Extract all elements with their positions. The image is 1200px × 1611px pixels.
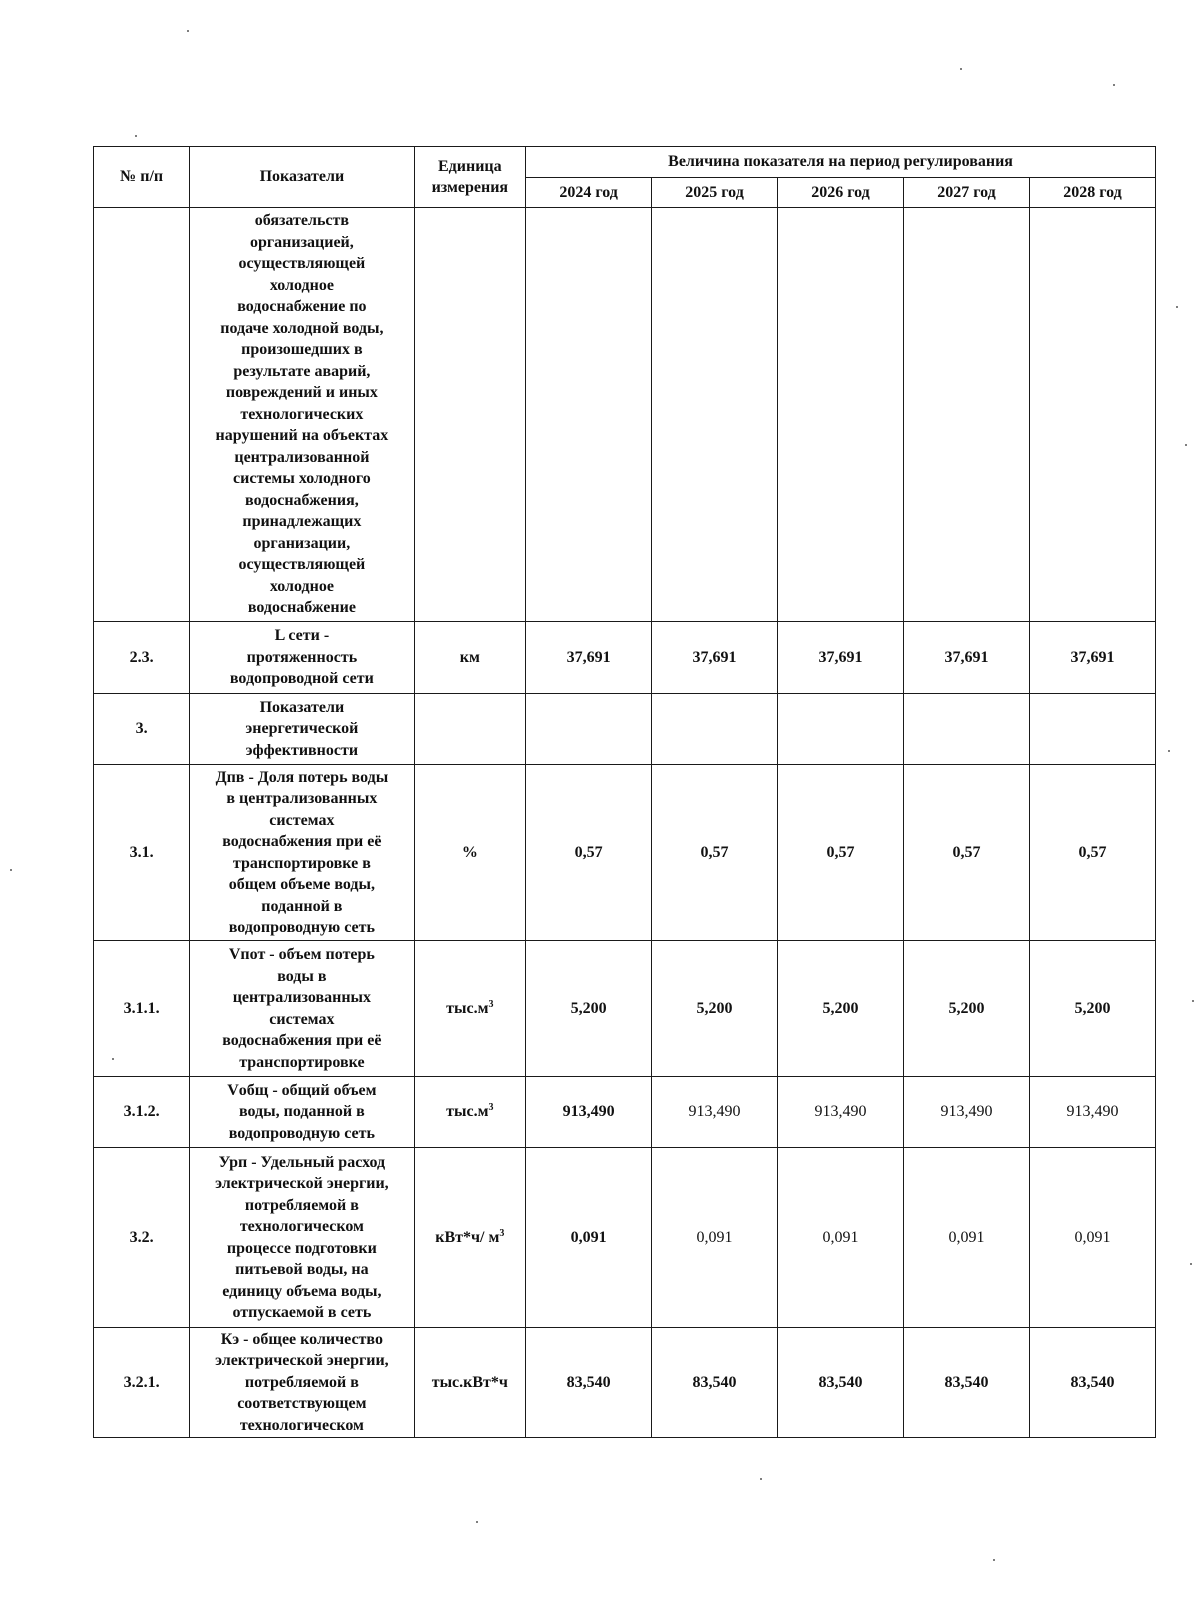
scan-speck <box>1192 1000 1194 1002</box>
value-cell: 5,200 <box>526 941 652 1077</box>
row-number: 2.3. <box>94 622 190 694</box>
row-number: 3.2.1. <box>94 1328 190 1438</box>
header-year: 2028 год <box>1029 178 1155 208</box>
indicator-name: L сети - протяженность водопроводной сети <box>190 622 414 694</box>
value-cell: 37,691 <box>526 622 652 694</box>
value-cell: 913,490 <box>652 1077 778 1148</box>
indicator-name: Кэ - общее количество электрической энергии, потребляемой в соответствующем технологическом <box>190 1328 414 1438</box>
value-cell <box>652 694 778 765</box>
value-cell: 0,091 <box>778 1148 904 1328</box>
unit-cell <box>414 208 526 622</box>
header-row-top <box>94 147 1156 178</box>
value-cell: 913,490 <box>903 1077 1029 1148</box>
table-row <box>94 1148 1156 1328</box>
table-row <box>94 208 1156 622</box>
scan-speck <box>187 30 189 32</box>
unit-cell <box>414 941 526 1077</box>
value-cell: 83,540 <box>526 1328 652 1438</box>
value-cell: 37,691 <box>1029 622 1155 694</box>
value-cell: 0,57 <box>652 765 778 941</box>
unit-text: км <box>459 648 480 666</box>
row-number: 3.1. <box>94 765 190 941</box>
value-cell: 0,091 <box>526 1148 652 1328</box>
scan-speck <box>10 869 12 871</box>
indicators-table <box>93 146 1156 1438</box>
value-cell: 0,57 <box>903 765 1029 941</box>
indicator-name: обязательств организацией, осуществляющей холодное водоснабжение по подаче холодной воды, произошедших в результате аварий, повреждений и иных технологических нарушений на объектах централизованной системы холодного водоснабжения, принадлежащих организации, осуществляющей холодное водоснабжение <box>190 208 414 622</box>
row-number: 3.2. <box>94 1148 190 1328</box>
unit-text: % <box>461 843 478 861</box>
value-cell <box>526 208 652 622</box>
value-cell <box>778 694 904 765</box>
value-cell: 5,200 <box>903 941 1029 1077</box>
value-cell: 0,091 <box>1029 1148 1155 1328</box>
indicator-name: Vобщ - общий объем воды, поданной в водопроводную сеть <box>190 1077 414 1148</box>
value-cell <box>903 694 1029 765</box>
row-number: 3. <box>94 694 190 765</box>
scan-speck <box>1176 306 1178 308</box>
value-cell: 0,57 <box>778 765 904 941</box>
value-cell: 83,540 <box>778 1328 904 1438</box>
value-cell: 83,540 <box>1029 1328 1155 1438</box>
scan-speck <box>1168 750 1170 752</box>
unit-cell <box>414 1328 526 1438</box>
scan-speck <box>1113 84 1115 86</box>
value-cell <box>1029 694 1155 765</box>
value-cell: 5,200 <box>1029 941 1155 1077</box>
unit-cell <box>414 1148 526 1328</box>
unit-text: кВт*ч/ м <box>435 1228 500 1246</box>
scan-speck <box>993 1559 995 1561</box>
value-cell: 0,091 <box>652 1148 778 1328</box>
value-cell <box>903 208 1029 622</box>
scan-speck <box>1190 1263 1192 1265</box>
header-year: 2026 год <box>778 178 904 208</box>
header-year: 2024 год <box>526 178 652 208</box>
scan-speck <box>960 68 962 70</box>
header-period: Величина показателя на период регулирования <box>526 147 1156 178</box>
scan-speck <box>1185 444 1187 446</box>
value-cell: 913,490 <box>526 1077 652 1148</box>
unit-cell <box>414 765 526 941</box>
row-number <box>94 208 190 622</box>
header-indicator: Показатели <box>190 147 414 208</box>
header-year: 2025 год <box>652 178 778 208</box>
table-row <box>94 941 1156 1077</box>
unit-superscript: 3 <box>488 1102 494 1114</box>
table-row <box>94 1077 1156 1148</box>
unit-cell <box>414 694 526 765</box>
value-cell: 83,540 <box>652 1328 778 1438</box>
header-unit: Единица измерения <box>414 147 526 208</box>
unit-superscript: 3 <box>499 1227 505 1239</box>
scan-speck <box>135 135 137 137</box>
unit-cell <box>414 1077 526 1148</box>
table-row <box>94 694 1156 765</box>
unit-text: тыс.кВт*ч <box>431 1373 508 1391</box>
table-row <box>94 765 1156 941</box>
value-cell <box>526 694 652 765</box>
scan-speck <box>760 1478 762 1480</box>
unit-text: тыс.м <box>446 1103 489 1121</box>
value-cell: 5,200 <box>652 941 778 1077</box>
value-cell: 913,490 <box>778 1077 904 1148</box>
value-cell: 913,490 <box>1029 1077 1155 1148</box>
value-cell: 83,540 <box>903 1328 1029 1438</box>
value-cell <box>778 208 904 622</box>
row-number: 3.1.2. <box>94 1077 190 1148</box>
unit-text: тыс.м <box>446 999 489 1017</box>
value-cell <box>1029 208 1155 622</box>
unit-superscript: 3 <box>488 998 494 1010</box>
unit-cell <box>414 622 526 694</box>
value-cell: 5,200 <box>778 941 904 1077</box>
value-cell: 0,57 <box>526 765 652 941</box>
indicator-name: Показатели энергетической эффективности <box>190 694 414 765</box>
row-number: 3.1.1. <box>94 941 190 1077</box>
value-cell: 0,091 <box>903 1148 1029 1328</box>
value-cell <box>652 208 778 622</box>
value-cell: 37,691 <box>652 622 778 694</box>
indicator-name: Vпот - объем потерь воды в централизованных системах водоснабжения при её транспортировке <box>190 941 414 1077</box>
scan-speck <box>476 1521 478 1523</box>
indicator-name: Дпв - Доля потерь воды в централизованных системах водоснабжения при её транспортировке в общем объеме воды, поданной в водопроводную сеть <box>190 765 414 941</box>
header-year: 2027 год <box>903 178 1029 208</box>
table-row <box>94 622 1156 694</box>
value-cell: 37,691 <box>903 622 1029 694</box>
value-cell: 0,57 <box>1029 765 1155 941</box>
value-cell: 37,691 <box>778 622 904 694</box>
table-row <box>94 1328 1156 1438</box>
header-number: № п/п <box>94 147 190 208</box>
indicator-name: Урп - Удельный расход электрической энергии, потребляемой в технологическом процессе подготовки питьевой воды, на единицу объема воды, отпускаемой в сеть <box>190 1148 414 1328</box>
